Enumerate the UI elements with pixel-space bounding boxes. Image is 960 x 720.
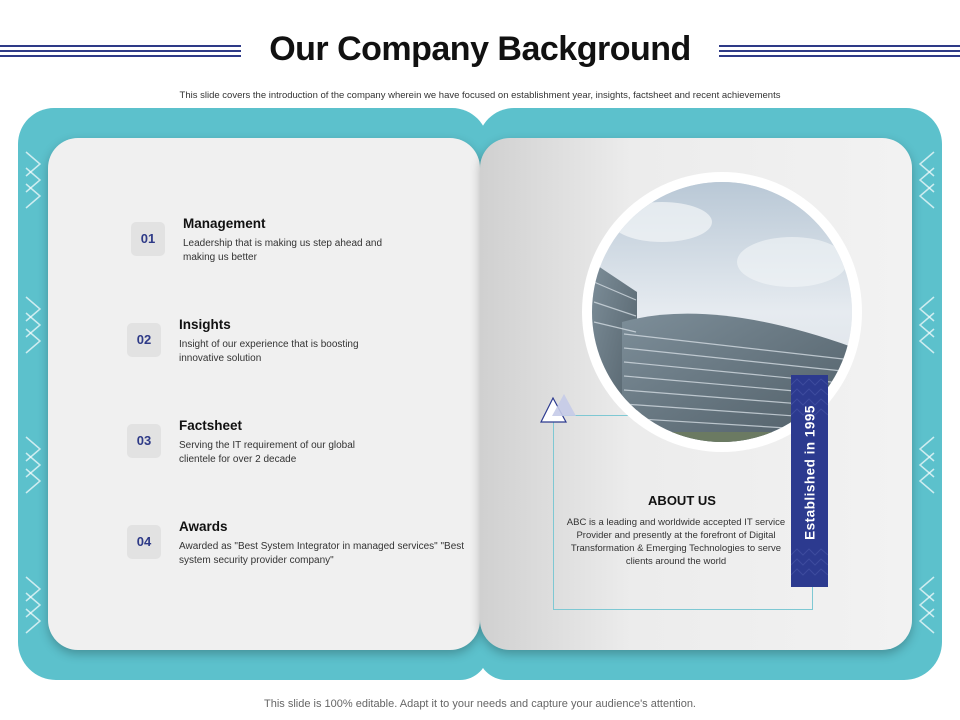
left-page bbox=[48, 138, 480, 650]
chevron-pattern-icon bbox=[916, 575, 938, 635]
item-number-badge: 02 bbox=[127, 323, 161, 357]
item-title: Awards bbox=[179, 519, 228, 534]
item-title: Management bbox=[183, 216, 266, 231]
slide-title: Our Company Background bbox=[0, 30, 960, 69]
established-banner bbox=[791, 375, 828, 587]
item-description: Insight of our experience that is boosting innovative solution bbox=[179, 339, 359, 364]
about-text: ABC is a leading and worldwide accepted IT service Provider and presently at the forefront of Digital Transformation & Emerging Technologies to serve clients around the world bbox=[566, 517, 786, 567]
about-title: ABOUT US bbox=[648, 493, 716, 508]
slide-subtitle: This slide covers the introduction of the company wherein we have focused on establishment year, insights, factsheet and recent achievements bbox=[179, 90, 781, 101]
item-description: Leadership that is making us step ahead and making us better bbox=[183, 238, 383, 263]
chevron-pattern-icon bbox=[22, 435, 44, 495]
item-number-badge: 04 bbox=[127, 525, 161, 559]
triangle-icon bbox=[540, 392, 580, 429]
item-number-badge: 03 bbox=[127, 424, 161, 458]
item-description: Serving the IT requirement of our global clientele for over 2 decade bbox=[179, 440, 356, 465]
footer-note: This slide is 100% editable. Adapt it to your needs and capture your audience's attention. bbox=[264, 698, 696, 710]
established-text: Established in 1995 bbox=[802, 405, 818, 540]
chevron-pattern-icon bbox=[22, 150, 44, 210]
item-number-badge: 01 bbox=[131, 222, 165, 256]
chevron-pattern-icon bbox=[916, 150, 938, 210]
chevron-pattern-icon bbox=[22, 295, 44, 355]
chevron-pattern-icon bbox=[22, 575, 44, 635]
chevron-pattern-icon bbox=[916, 295, 938, 355]
chevron-pattern-icon bbox=[916, 435, 938, 495]
item-description: Awarded as "Best System Integrator in managed services" "Best system security provider company" bbox=[179, 541, 465, 566]
item-title: Insights bbox=[179, 317, 231, 332]
item-title: Factsheet bbox=[179, 418, 243, 433]
